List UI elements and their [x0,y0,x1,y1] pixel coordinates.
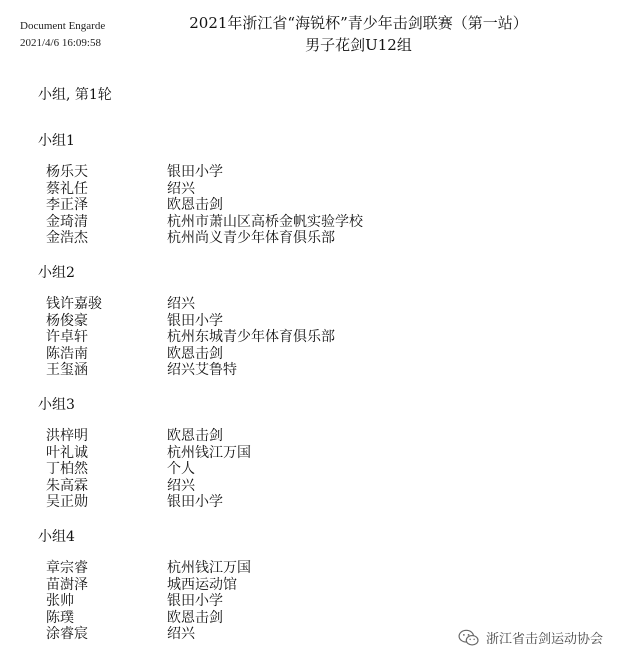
fencer-name: 金琦清 [46,213,88,230]
fencer-club: 绍兴 [167,296,195,312]
fencer-row [46,478,566,495]
fencer-name: 李正泽 [46,197,88,213]
group-title: 小组1 [38,133,75,149]
fencer-name: 丁柏然 [46,461,88,477]
competition-title: 2021年浙江省“海锐杯”青少年击剑联赛（第一站） [189,14,528,32]
fencer-club: 城西运动馆 [167,576,237,593]
fencer-name: 许卓轩 [46,329,88,345]
fencer-name: 杨乐天 [46,164,88,180]
fencer-row [46,445,566,462]
fencer-club: 银田小学 [167,494,223,510]
software-name: Document Engarde [20,20,106,32]
fencer-name: 陈浩南 [46,345,88,362]
fencer-row [46,494,566,511]
fencer-row [46,181,566,198]
document-title-block [0,12,617,56]
fencer-row [46,313,566,330]
fencer-club: 杭州市萧山区高桥金帆实验学校 [167,213,363,230]
fencer-row [46,362,566,379]
group-3-list [46,428,566,511]
fencer-row [46,296,566,313]
fencer-name: 杨俊豪 [46,312,88,329]
group-2-list [46,296,566,379]
fencer-club: 杭州钱江万国 [167,444,251,461]
fencer-row [46,577,566,594]
fencer-row [46,164,566,181]
fencer-club: 杭州尚义青少年体育俱乐部 [167,230,335,246]
fencer-name: 钱许嘉骏 [46,296,102,312]
fencer-row [46,214,566,231]
fencer-club: 杭州钱江万国 [167,560,251,576]
fencer-club: 绍兴 [167,180,195,197]
fencer-name: 涂睿宸 [46,626,88,642]
fencer-row [46,610,566,627]
fencer-club: 银田小学 [167,164,223,180]
fencer-club: 欧恩击剑 [167,428,223,444]
fencer-name: 蔡礼任 [46,180,88,197]
fencer-club: 绍兴艾鲁特 [167,362,237,378]
watermark-text: 浙江省击剑运动协会 [485,632,603,647]
wechat-icon [458,629,480,647]
fencer-row [46,461,566,478]
fencer-row [46,346,566,363]
fencer-club: 欧恩击剑 [167,609,223,626]
fencer-club: 绍兴 [167,477,195,494]
fencer-name: 朱高霖 [46,477,88,494]
round-title: 小组, 第1轮 [38,87,112,103]
fencer-club: 银田小学 [167,593,223,609]
fencer-club: 绍兴 [167,626,195,642]
fencer-row [46,197,566,214]
fencer-name: 叶礼诚 [46,444,88,461]
fencer-name: 陈璞 [46,609,74,626]
fencer-name: 金浩杰 [46,230,88,246]
fencer-row [46,593,566,610]
group-title: 小组2 [38,265,75,281]
fencer-club: 欧恩击剑 [167,345,223,362]
fencer-name: 章宗睿 [46,560,88,576]
fencer-name: 洪梓明 [46,428,88,444]
fencer-row [46,230,566,247]
fencer-name: 张帅 [46,593,74,609]
fencer-row [46,428,566,445]
group-1-list [46,164,566,247]
group-title: 小组3 [38,397,75,413]
fencer-club: 杭州东城青少年体育俱乐部 [167,329,335,345]
fencer-club: 银田小学 [167,312,223,329]
fencer-row [46,560,566,577]
fencer-club: 个人 [167,461,195,477]
print-timestamp: 2021/4/6 16:09:58 [20,37,101,49]
fencer-name: 苗澍泽 [46,576,88,593]
wechat-watermark [458,628,603,647]
group-title: 小组4 [38,529,75,545]
fencer-row [46,329,566,346]
fencer-club: 欧恩击剑 [167,197,223,213]
fencer-name: 王玺涵 [46,362,88,378]
event-subtitle: 男子花剑U12组 [305,36,412,54]
fencer-name: 吴正勋 [46,494,88,510]
